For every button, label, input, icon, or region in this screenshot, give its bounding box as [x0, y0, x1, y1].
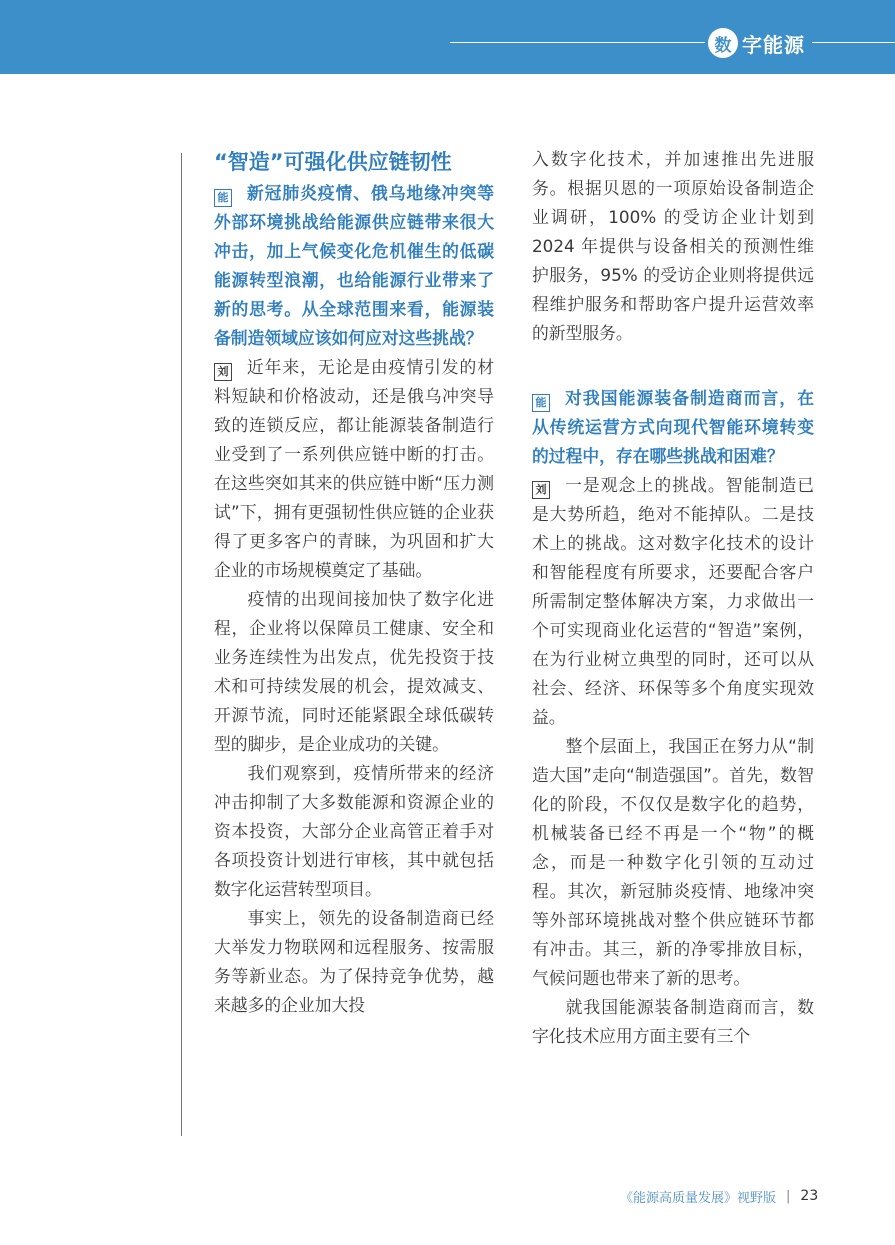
answer-2 — [532, 471, 814, 732]
question-tag-icon: 能 — [532, 394, 550, 412]
publication-name: 《能源高质量发展》视野版 — [620, 1190, 777, 1206]
question-1 — [214, 179, 494, 353]
brand — [708, 26, 805, 60]
brand-text: 字能源 — [742, 32, 805, 57]
answer-tag-icon: 刘 — [214, 363, 232, 381]
header-bar — [0, 0, 895, 74]
header-rule-right — [812, 42, 895, 43]
left-column — [214, 145, 494, 1020]
question-2-text: 对我国能源装备制造商而言，在从传统运营方式向现代智能环境转变的过程中，存在哪些挑战和困难？ — [532, 388, 814, 466]
header-rule-left — [450, 42, 705, 43]
page-number: 23 — [800, 1188, 819, 1204]
question-tag-icon: 能 — [214, 189, 232, 207]
right-column — [532, 145, 814, 1051]
footer-separator: | — [786, 1188, 791, 1204]
answer-2-text: 一是观念上的挑战。智能制造已是大势所趋，绝对不能掉队。二是技术上的挑战。这对数字化技术的设计和智能程度有所要求，还要配合客户所需制定整体解决方案，力求做出一个可实现商业化运营的“智造”案例，在为行业树立典型的同时，还可以从社会、经济、环保等多个角度实现效益。 — [532, 475, 814, 727]
paragraph: 我们观察到，疫情所带来的经济冲击抑制了大多数能源和资源企业的资本投资，大部分企业高管正着手对各项投资计划进行审核，其中就包括数字化运营转型项目。 — [214, 763, 494, 899]
section-title: “智造”可强化供应链韧性 — [214, 150, 452, 174]
paragraph: 事实上，领先的设备制造商已经大举发力物联网和远程服务、按需服务等新业态。为了保持竞争优势，越来越多的企业加大投 — [214, 908, 494, 1015]
question-2 — [532, 384, 814, 471]
paragraph: 疫情的出现间接加快了数字化进程，企业将以保障员工健康、安全和业务连续性为出发点，优先投资于技术和可持续发展的机会，提效减支、开源节流，同时还能紧跟全球低碳转型的脚步，是企业成功的关键。 — [214, 589, 494, 754]
paragraph: 整个层面上，我国正在努力从“制造大国”走向“制造强国”。首先，数智化的阶段，不仅仅是数字化的趋势，机械装备已经不再是一个“物”的概念，而是一种数字化引领的互动过程。其次，新冠肺炎疫情、地缘冲突等外部环境挑战对整个供应链环节都有冲击。其三，新的净零排放目标，气候问题也带来了新的思考。 — [532, 736, 814, 988]
brand-logo-icon: 数 — [708, 28, 738, 58]
answer-1-text: 近年来，无论是由疫情引发的材料短缺和价格波动，还是俄乌冲突导致的连锁反应，都让能源装备制造行业受到了一系列供应链中断的打击。在这些突如其来的供应链中断“压力测试”下，拥有更强韧性供应链的企业获得了更多客户的青睐，为巩固和扩大企业的市场规模奠定了基础。 — [214, 357, 494, 580]
column-rule — [181, 153, 182, 1136]
paragraph: 入数字化技术，并加速推出先进服务。根据贝恩的一项原始设备制造企业调研，100% 的受访企业计划到 2024 年提供与设备相关的预测性维护服务，95% 的受访企业则将提供远程维护服务和帮助客户提升运营效率的新型服务。 — [532, 149, 814, 343]
answer-1 — [214, 353, 494, 585]
answer-tag-icon: 刘 — [532, 481, 550, 499]
paragraph: 就我国能源装备制造商而言，数字化技术应用方面主要有三个 — [532, 997, 814, 1046]
page-footer — [620, 1186, 818, 1206]
question-1-text: 新冠肺炎疫情、俄乌地缘冲突等外部环境挑战给能源供应链带来很大冲击，加上气候变化危机催生的低碳能源转型浪潮，也给能源行业带来了新的思考。从全球范围来看，能源装备制造领域应该如何应对这些挑战？ — [214, 183, 494, 348]
